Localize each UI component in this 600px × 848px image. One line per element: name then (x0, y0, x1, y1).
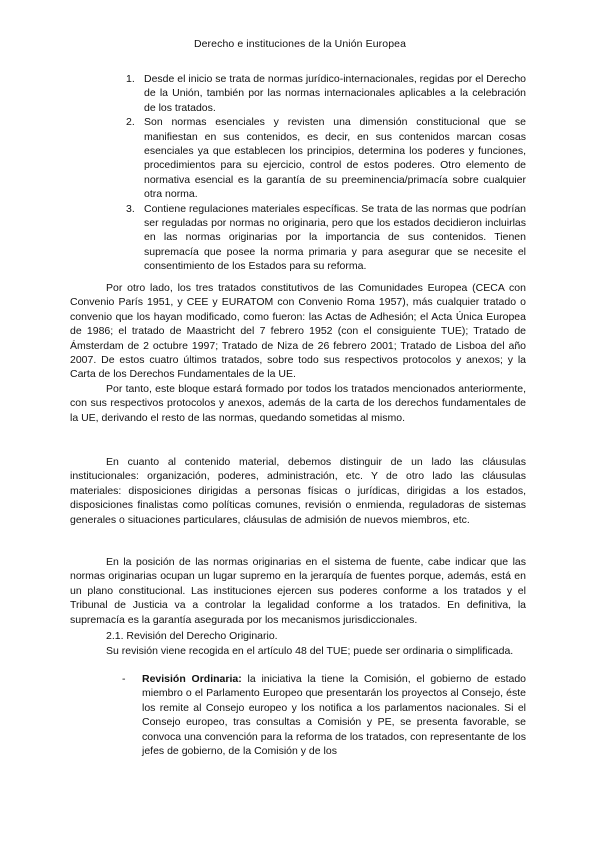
paragraph-material-content: En cuanto al contenido material, debemos distinguir de un lado las cláusulas institucionales: organización, poderes, administración, etc. Y de otro lado las cláusulas materiales: disposiciones dirigidas a personas físicas o jurídicas, dirigidas a los estados, disposiciones finalistas como políticas comunes, revisión o enmienda, reguladoras de sistemas generales o situaciones particulares, cláusulas de admisión de nuevos miembros, etc. (70, 456, 526, 526)
list-item-number: 3. (126, 202, 135, 215)
numbered-list (122, 72, 526, 274)
list-item (122, 202, 526, 274)
bullet-dash: - (122, 673, 126, 685)
list-item-text: Son normas esenciales y revisten una dimensión constitucional que se manifiestan en sus contenidos, es decir, en sus contenidos marcan cosas esenciales ya que establecen los principios, determina los poderes y funciones, procedimientos para su ejercicio, control de estos poderes. Otro elemento de normativa esencial es la garantía de su preeminencia/primacía sobre cualquier otra norma. (144, 116, 526, 201)
paragraph-block: Por tanto, este bloque estará formado por todos los tratados mencionados anteriormente, con sus respectivos protocolos y anexos, además de la carta de los derechos fundamentales de la UE, derivando el resto de las normas, quedando sometidas al mismo. (70, 383, 526, 424)
list-item-number: 2. (126, 116, 135, 129)
list-item-number: 1. (126, 73, 135, 85)
bullet-text: la iniciativa la tiene la Comisión, el gobierno de estado miembro o el Parlamento Europeo que presentarán los proyectos al Consejo, éste los remite al Consejo europeo y los notifica a los parlamentos nacionales. Si el Consejo europeo, tras consultas a Comisión y PE, se presenta favorable, se convoca una convención para la reforma de los tratados, con representante de los jefes de gobierno, de la Comisión y de los (142, 673, 527, 758)
list-item-text: Contiene regulaciones materiales específicas. Se trata de las normas que podrían ser reguladas por normas no originaria, pero que los estados decidieron incluirlas en las normas originarias por la importancia de sus contenidos. Tienen supremacía que posee la norma primaria y para asegurar que se necesite el consentimiento de los Estados para su reforma. (144, 202, 526, 273)
paragraph-treaties: Por otro lado, los tres tratados constitutivos de las Comunidades Europea (CECA con Convenio París 1951, y CEE y EURATOM con Convenio Roma 1957), más cualquier tratado o convenio que los hayan modificado, como fueron: las Actas de Adhesión; el Acta Única Europea de 1986; el tratado de Maastricht del 7 febrero 1952 (con el consiguiente TUE); Tratado de Ámsterdam de 2 octubre 1997; Tratado de Niza de 26 febrero 2001; Tratado de Lisboa del año 2007. De estos cuatro últimos tratados, sobre todo sus respectivos protocolos y anexos; y la Carta de los Derechos Fundamentales de la UE. (70, 282, 526, 381)
list-item (122, 115, 526, 201)
page-header: Derecho e instituciones de la Unión Europea (193, 38, 407, 50)
bullet-item-revision-ordinaria (122, 672, 527, 758)
list-item (122, 72, 526, 115)
list-item-text: Desde el inicio se trata de normas jurídico-internacionales, regidas por el Derecho de la Unión, también por las normas internacionales aplicables a la celebración de los tratados. (144, 73, 526, 114)
section-heading: 2.1. Revisión del Derecho Originario. (106, 630, 278, 642)
bullet-label: Revisión Ordinaria: (142, 673, 242, 685)
section-intro: Su revisión viene recogida en el artículo 48 del TUE; puede ser ordinaria o simplificada. (106, 645, 514, 657)
paragraph-supremacy: En la posición de las normas originarias en el sistema de fuente, cabe indicar que las normas originarias ocupan un lugar supremo en la jerarquía de fuentes porque, además, está en un plano constitucional. Las instituciones ejercen sus poderes conforme a los tratados y el Tribunal de Justicia va a controlar la legalidad conforme a los tratados. En definitiva, la supremacía es la garantía asegurada por los mecanismos jurisdiccionales. (70, 556, 526, 626)
